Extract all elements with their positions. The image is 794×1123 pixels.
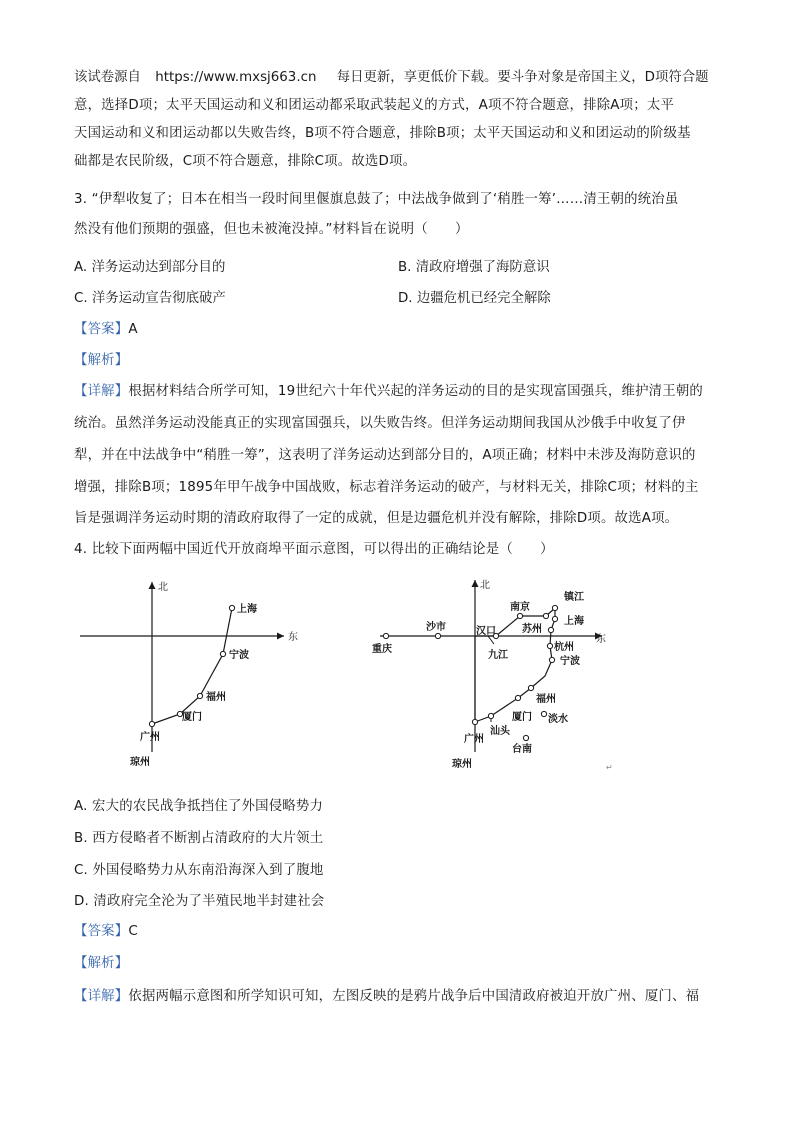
city-marker [547,643,552,648]
text-line: 天国运动和义和团运动都以失败告终，B项不符合题意，排除B项；太平天国运动和义和团运动的阶级基 [74,126,691,141]
city-fuzhou: 福州 [536,694,556,705]
city-ningbo: 宁波 [560,656,580,667]
answer-value: A [128,322,138,337]
q3-option-b: B. 清政府增强了海防意识 [398,260,550,275]
city-marker [515,695,520,700]
city-marker [229,605,234,610]
q4-answer [74,920,138,939]
q3-option-d: D. 边疆危机已经完全解除 [398,291,551,306]
city-marker [548,627,553,632]
city-marker [549,657,554,662]
north-label: 北 [158,582,168,593]
header-tail: 每日更新，享更低价下载。要斗争对象是帝国主义，D项符合题 [336,70,709,85]
right-port-map [368,572,618,772]
city-marker [523,735,528,740]
city-nanjing: 南京 [510,602,530,613]
city-marker [552,605,557,610]
city-marker [552,616,557,621]
city-shanghai: 上海 [237,604,257,615]
port-route-line [152,608,232,724]
q3-detail-line: 犁，并在中法战争中“稍胜一筹”，这表明了洋务运动达到部分目的，A项正确；材料中未涉及海防意识的 [74,448,696,463]
city-hangzhou: 杭州 [554,642,574,653]
q4-option-d: D. 清政府完全沦为了半殖民地半封建社会 [74,894,325,909]
city-shanghai: 上海 [564,616,584,627]
city-marker [220,651,225,656]
city-xiamen: 厦门 [182,712,202,723]
city-jiujiang: 九江 [488,650,508,661]
city-xiamen: 厦门 [512,712,532,723]
q4-option-c: C. 外国侵略势力从东南沿海深入到了腹地 [74,863,324,878]
answer-tag: 【答案】 [74,924,129,939]
city-ningbo: 宁波 [229,650,249,661]
detail-tag: 【详解】 [74,384,129,399]
city-shantou: 汕头 [490,726,510,737]
city-qiongzhou: 琼州 [452,759,472,770]
city-fuzhou: 福州 [206,692,226,703]
city-suzhou: 苏州 [522,624,542,635]
city-chongqing: 重庆 [372,644,392,655]
q4-detail-line: 【详解】依据两幅示意图和所学知识可知，左图反映的是鸦片战争后中国清政府被迫开放广州、厦门、福 [74,989,700,1004]
route-line [488,636,494,644]
city-marker [541,711,546,716]
q3-detail-line: 旨是强调洋务运动时期的清政府取得了一定的成就，但是边疆危机并没有解除，排除D项。故选A项。 [74,511,679,526]
left-port-map [72,572,312,772]
city-tainan: 台南 [512,744,532,755]
answer-value: C [128,924,138,939]
q3-stem-line: 然没有他们预期的强盛，但也未被淹没掉。”材料旨在说明（ ） [74,222,469,237]
q3-detail-line: 【详解】根据材料结合所学可知，19世纪六十年代兴起的洋务运动的目的是实现富国强兵，维护清王朝的 [74,384,704,399]
q4-analysis-tag: 【解析】 [74,956,129,971]
q4-stem: 4. 比较下面两幅中国近代开放商埠平面示意图，可以得出的正确结论是（ ） [74,542,554,557]
q3-answer [74,318,138,337]
city-danshui: 淡水 [548,714,568,725]
city-zhenjiang: 镇江 [564,592,584,603]
text-line: 础都是农民阶级，C项不符合题意，排除C项。故选D项。 [74,154,417,169]
q3-stem-line: 3. “伊犁收复了；日本在相当一段时间里偃旗息鼓了；中法战争做到了‘稍胜一筹’……清王朝的统治虽 [74,192,679,207]
text-line: 意，选择D项；太平天国运动和义和团运动都采取武装起义的方式，A项不符合题意，排除A项；太平 [74,98,675,113]
q3-analysis-tag: 【解析】 [74,353,129,368]
city-marker [472,719,477,724]
city-marker [149,721,154,726]
city-shashi: 沙市 [426,622,446,633]
q3-option-c: C. 洋务运动宣告彻底破产 [74,291,226,306]
city-marker [383,633,388,638]
city-marker [543,613,548,618]
q3-detail-line: 增强，排除B项；1895年甲午战争中国战败，标志着洋务运动的破产，与材料无关，排除C项；材料的主 [74,480,699,495]
source-label: 该试卷源自 [74,70,141,85]
q4-option-b: B. 西方侵略者不断割占清政府的大片领土 [74,831,324,846]
return-mark: ↵ [606,763,613,772]
city-guangzhou: 广州 [464,734,484,745]
city-marker [435,633,440,638]
answer-tag: 【答案】 [74,322,129,337]
city-qiongzhou: 琼州 [130,757,150,768]
city-hankou: 汉口 [476,626,496,637]
city-marker [197,693,202,698]
detail-tag: 【详解】 [74,989,129,1004]
q3-option-a: A. 洋务运动达到部分目的 [74,260,226,275]
q3-detail-line: 统治。虽然洋务运动没能真正的实现富国强兵，以失败告终。但洋务运动期间我国从沙俄手中收复了伊 [74,416,686,431]
header-line [74,66,709,85]
city-marker [528,685,533,690]
east-label: 东 [596,634,606,645]
north-label: 北 [480,580,490,591]
city-marker [517,613,522,618]
east-label: 东 [288,632,298,643]
city-guangzhou: 广州 [140,732,160,743]
city-marker [488,713,493,718]
source-url[interactable]: https://www.mxsj663.cn [155,70,317,85]
q4-option-a: A. 宏大的农民战争抵挡住了外国侵略势力 [74,799,324,814]
